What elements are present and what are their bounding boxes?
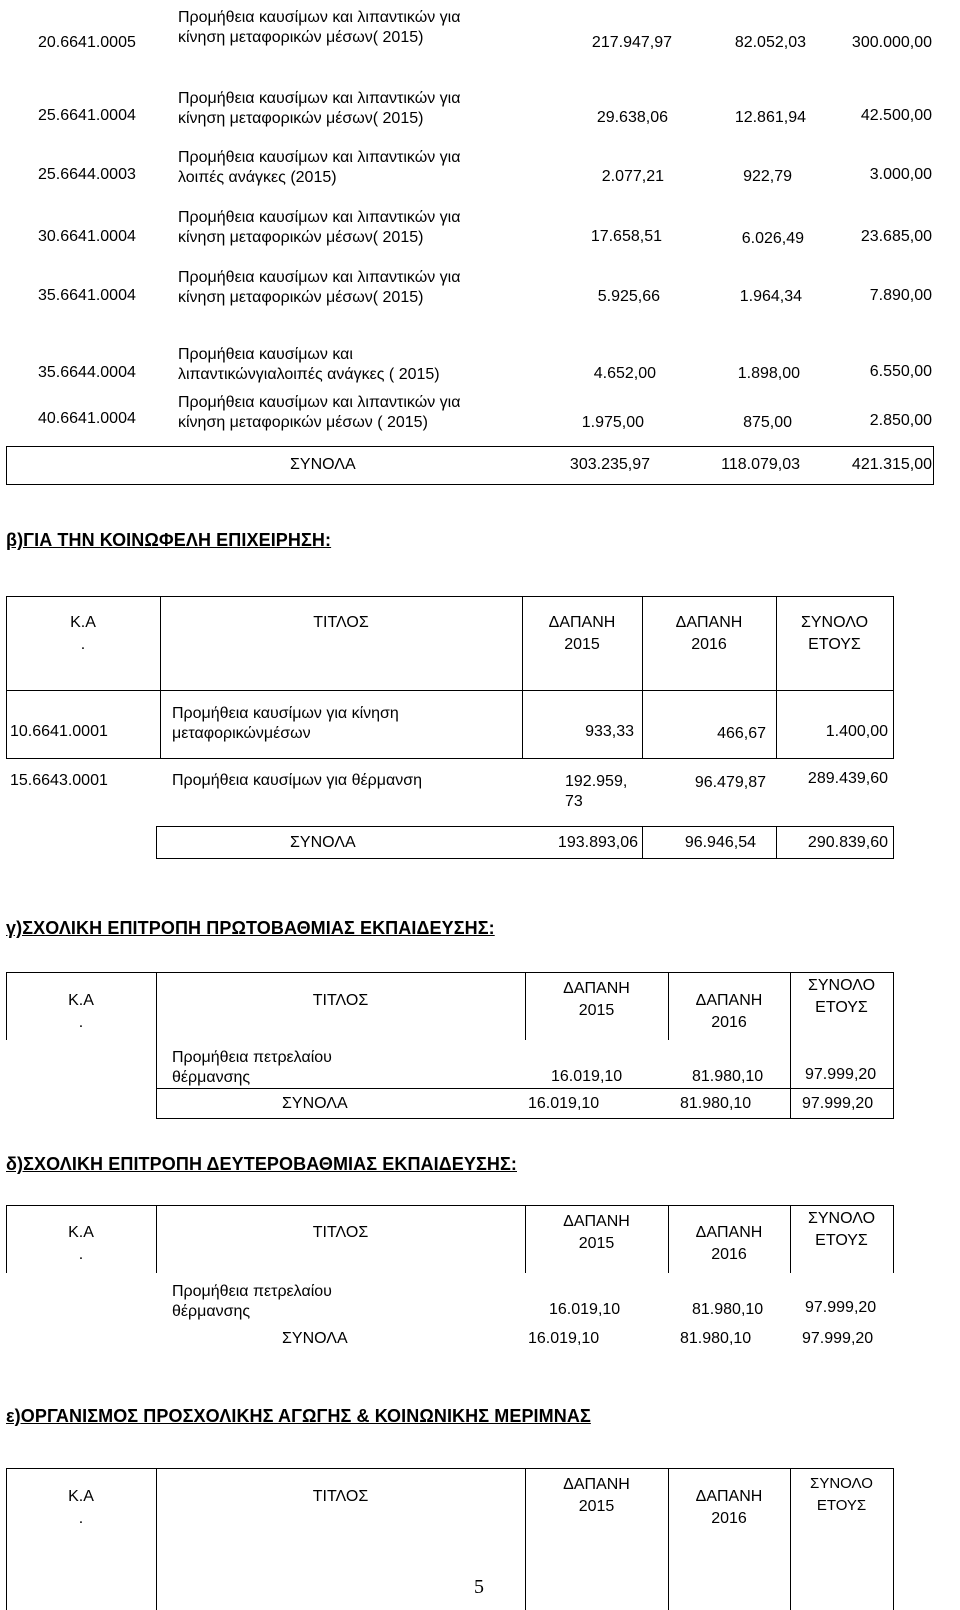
row-2016: 1.964,34 [739, 288, 802, 305]
row-2015: 17.658,51 [590, 228, 662, 245]
totals-total: 421.315,00 [851, 456, 932, 473]
row-2016: 922,79 [743, 168, 792, 185]
row-title: Προμήθεια καυσίμων και λιπαντικών για κίνηση μεταφορικών μέσων( 2015) [178, 209, 461, 246]
row-2015: 4.652,00 [593, 365, 656, 382]
row-2016: 81.980,10 [692, 1068, 764, 1085]
header-code: Κ.Α . [68, 1488, 94, 1527]
row-code: 20.6641.0005 [38, 34, 136, 51]
row-2015: 5.925,66 [597, 288, 660, 305]
row-code: 15.6643.0001 [10, 772, 108, 789]
page-number: 5 [474, 1576, 484, 1598]
totals-2015: 16.019,10 [528, 1095, 600, 1112]
row-total: 300.000,00 [851, 34, 932, 51]
row-total: 1.400,00 [825, 723, 888, 740]
row-2015: 16.019,10 [549, 1301, 621, 1318]
row-2015: 933,33 [585, 723, 634, 740]
row-title: Προμήθεια πετρελαίου θέρμανσης [172, 1283, 332, 1320]
totals-label: ΣΥΝΟΛΑ [282, 1095, 348, 1112]
totals-2015: 16.019,10 [528, 1330, 600, 1347]
header-2016: ΔΑΠΑΝΗ 2016 [695, 1224, 763, 1263]
row-2016: 96.479,87 [694, 774, 766, 791]
totals-total: 290.839,60 [807, 834, 888, 851]
row-total: 7.890,00 [869, 287, 932, 304]
row-total: 2.850,00 [869, 412, 932, 429]
row-total: 97.999,20 [805, 1066, 877, 1083]
row-2015: 29.638,06 [596, 109, 668, 126]
row-2016: 875,00 [743, 414, 792, 431]
totals-label: ΣΥΝΟΛΑ [290, 456, 356, 473]
row-total: 6.550,00 [869, 363, 932, 380]
section-b-heading: β)ΓΙΑ ΤΗΝ ΚΟΙΝΩΦΕΛΗ ΕΠΙΧΕΙΡΗΣΗ: [6, 530, 332, 550]
section-c-heading: γ)ΣΧΟΛΙΚΗ ΕΠΙΤΡΟΠΗ ΠΡΩΤΟΒΑΘΜΙΑΣ ΕΚΠΑΙΔΕΥΣΗΣ: [6, 918, 495, 938]
row-title: Προμήθεια καυσίμων για θέρμανση [172, 772, 422, 789]
header-2016: ΔΑΠΑΝΗ 2016 [695, 1488, 763, 1527]
row-2016: 82.052,03 [734, 34, 806, 51]
row-2016: 6.026,49 [741, 230, 804, 247]
row-title: Προμήθεια καυσίμων και λιπαντικών για κίνηση μεταφορικών μέσων( 2015) [178, 90, 461, 127]
row-2016: 1.898,00 [737, 365, 800, 382]
header-total: ΣΥΝΟΛΟ ΕΤΟΥΣ [800, 614, 869, 653]
row-code: 25.6641.0004 [38, 107, 136, 124]
row-total: 42.500,00 [860, 107, 932, 124]
header-title: ΤΙΤΛΟΣ [312, 1224, 369, 1241]
row-2015: 2.077,21 [601, 168, 664, 185]
header-title: ΤΙΤΛΟΣ [312, 1488, 369, 1505]
header-2016: ΔΑΠΑΝΗ 2016 [675, 614, 743, 653]
header-total: ΣΥΝΟΛΟ ΕΤΟΥΣ [807, 1210, 876, 1249]
header-2015: ΔΑΠΑΝΗ 2015 [563, 1213, 630, 1252]
row-code: 40.6641.0004 [38, 410, 136, 427]
row-title: Προμήθεια καυσίμων και λιπαντικών για λοιπές ανάγκες (2015) [178, 149, 461, 186]
totals-total: 97.999,20 [802, 1095, 874, 1112]
header-code: Κ.Α . [68, 1224, 94, 1263]
header-2016: ΔΑΠΑΝΗ 2016 [695, 992, 763, 1031]
totals-2016: 81.980,10 [680, 1095, 752, 1112]
totals-2016: 81.980,10 [680, 1330, 752, 1347]
row-2016: 12.861,94 [734, 109, 806, 126]
row-2015: 217.947,97 [591, 34, 672, 51]
header-2015: ΔΑΠΑΝΗ 2015 [563, 1476, 630, 1515]
row-title: Προμήθεια καυσίμων και λιπαντικώνγιαλοιπές ανάγκες ( 2015) [178, 346, 440, 383]
row-title: Προμήθεια καυσίμων για κίνηση μεταφορικώνμέσων [172, 705, 399, 742]
row-code: 35.6641.0004 [38, 287, 136, 304]
row-code: 35.6644.0004 [38, 364, 136, 381]
totals-total: 97.999,20 [802, 1330, 874, 1347]
row-title: Προμήθεια καυσίμων και λιπαντικών για κίνηση μεταφορικών μέσων( 2015) [178, 269, 461, 306]
totals-label: ΣΥΝΟΛΑ [282, 1330, 348, 1347]
row-2015: 1.975,00 [581, 414, 644, 431]
row-code: 10.6641.0001 [10, 723, 108, 740]
row-total: 3.000,00 [869, 166, 932, 183]
row-total: 289.439,60 [807, 770, 888, 787]
totals-2016: 96.946,54 [684, 834, 756, 851]
row-total: 97.999,20 [805, 1299, 877, 1316]
header-total: ΣΥΝΟΛΟ ΕΤΟΥΣ [807, 977, 876, 1016]
row-title: Προμήθεια καυσίμων και λιπαντικών για κίνηση μεταφορικών μέσων ( 2015) [178, 394, 461, 431]
header-code: Κ.Α . [68, 992, 94, 1031]
row-2016: 81.980,10 [692, 1301, 764, 1318]
row-2015: 16.019,10 [551, 1068, 623, 1085]
totals-2015: 193.893,06 [557, 834, 638, 851]
totals-2015: 303.235,97 [569, 456, 650, 473]
row-2015: 192.959, 73 [565, 773, 628, 810]
header-code: Κ.Α . [70, 614, 96, 653]
row-code: 30.6641.0004 [38, 228, 136, 245]
section-d-heading: δ)ΣΧΟΛΙΚΗ ΕΠΙΤΡΟΠΗ ΔΕΥΤΕΡΟΒΑΘΜΙΑΣ ΕΚΠΑΙΔΕΥΣΗΣ: [6, 1154, 517, 1174]
header-2015: ΔΑΠΑΝΗ 2015 [563, 980, 630, 1019]
header-total: ΣΥΝΟΛΟ ΕΤΟΥΣ [810, 1475, 873, 1514]
row-title: Προμήθεια πετρελαίου θέρμανσης [172, 1049, 332, 1086]
section-e-heading: ε)ΟΡΓΑΝΙΣΜΟΣ ΠΡΟΣΧΟΛΙΚΗΣ ΑΓΩΓΗΣ & ΚΟΙΝΩΝΙΚΗΣ ΜΕΡΙΜΝΑΣ [6, 1406, 591, 1426]
row-code: 25.6644.0003 [38, 166, 136, 183]
row-2016: 466,67 [717, 725, 766, 742]
header-title: ΤΙΤΛΟΣ [313, 614, 369, 631]
totals-2016: 118.079,03 [721, 456, 800, 473]
header-title: ΤΙΤΛΟΣ [312, 992, 369, 1009]
totals-label: ΣΥΝΟΛΑ [290, 834, 356, 851]
row-total: 23.685,00 [860, 228, 932, 245]
row-title: Προμήθεια καυσίμων και λιπαντικών για κίνηση μεταφορικών μέσων( 2015) [178, 9, 461, 46]
header-2015: ΔΑΠΑΝΗ 2015 [548, 614, 616, 653]
